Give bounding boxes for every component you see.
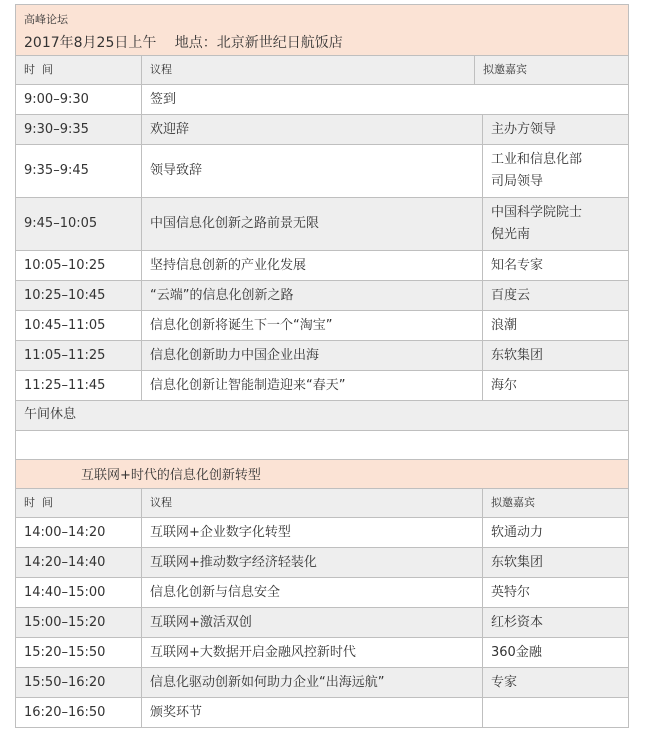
s1-row-time: 10:45–11:05	[15, 310, 142, 341]
s1-row-time: 9:45–10:05	[15, 197, 142, 251]
s1-row-agenda: 信息化创新助力中国企业出海	[141, 340, 483, 371]
s1-header-guest: 拟邀嘉宾	[474, 55, 629, 85]
s2-row-agenda: 信息化创新与信息安全	[141, 577, 483, 608]
s1-row-guest: 主办方领导	[482, 114, 629, 145]
s1-row-time: 10:05–10:25	[15, 250, 142, 281]
s2-header-guest: 拟邀嘉宾	[482, 488, 629, 518]
s1-row-time: 9:00–9:30	[15, 84, 142, 115]
s2-row-agenda: 颁奖环节	[141, 697, 483, 728]
s2-row-guest: 软通动力	[482, 517, 629, 548]
s2-row-guest: 360金融	[482, 637, 629, 668]
s1-row-agenda: 签到	[141, 84, 629, 115]
s1-row-agenda: 信息化创新将诞生下一个“淘宝”	[141, 310, 483, 341]
s1-header-agenda: 议程	[141, 55, 475, 85]
s1-row-guest: 中国科学院院士 倪光南	[482, 197, 629, 251]
session2-banner	[15, 459, 629, 489]
s2-row-time: 15:20–15:50	[15, 637, 142, 668]
session1-banner	[15, 4, 629, 56]
s1-row-time: 11:05–11:25	[15, 340, 142, 371]
s2-row-time: 15:00–15:20	[15, 607, 142, 638]
s1-row-guest: 东软集团	[482, 340, 629, 371]
s2-row-guest: 专家	[482, 667, 629, 698]
s2-row-time: 14:20–14:40	[15, 547, 142, 578]
s2-row-agenda: 互联网+大数据开启金融风控新时代	[141, 637, 483, 668]
s2-row-time: 15:50–16:20	[15, 667, 142, 698]
spacer-row	[15, 430, 629, 460]
s2-row-time: 14:00–14:20	[15, 517, 142, 548]
s2-row-agenda: 互联网+企业数字化转型	[141, 517, 483, 548]
s2-row-guest: 英特尔	[482, 577, 629, 608]
session1-subtitle: 2017年8月25日上午 地点：北京新世纪日航饭店	[24, 35, 343, 51]
s1-row-guest: 海尔	[482, 370, 629, 401]
lunch-break-row: 午间休息	[15, 400, 629, 431]
s1-row-guest: 百度云	[482, 280, 629, 311]
s1-row-agenda: 坚持信息创新的产业化发展	[141, 250, 483, 281]
s1-row-guest: 知名专家	[482, 250, 629, 281]
s2-row-guest: 红杉资本	[482, 607, 629, 638]
s1-row-agenda: 中国信息化创新之路前景无限	[141, 197, 483, 251]
s1-row-agenda: 领导致辞	[141, 144, 483, 198]
s2-row-time: 14:40–15:00	[15, 577, 142, 608]
session1-title: 高峰论坛	[24, 13, 68, 26]
s1-row-agenda: 信息化创新让智能制造迎来“春天”	[141, 370, 483, 401]
s1-row-guest: 工业和信息化部 司局领导	[482, 144, 629, 198]
session2-title: 互联网+时代的信息化创新转型	[81, 468, 261, 483]
s2-row-guest: 东软集团	[482, 547, 629, 578]
s2-row-guest	[482, 697, 629, 728]
s2-row-agenda: 信息化驱动创新如何助力企业“出海远航”	[141, 667, 483, 698]
s1-row-time: 10:25–10:45	[15, 280, 142, 311]
s1-row-agenda: “云端”的信息化创新之路	[141, 280, 483, 311]
s1-row-guest: 浪潮	[482, 310, 629, 341]
s1-row-time: 9:30–9:35	[15, 114, 142, 145]
s1-row-agenda: 欢迎辞	[141, 114, 483, 145]
s1-header-time: 时 间	[15, 55, 142, 85]
s2-row-agenda: 互联网+推动数字经济轻装化	[141, 547, 483, 578]
s2-header-time: 时 间	[15, 488, 142, 518]
s2-row-agenda: 互联网+激活双创	[141, 607, 483, 638]
s1-row-time: 11:25–11:45	[15, 370, 142, 401]
s2-header-agenda: 议程	[141, 488, 483, 518]
s1-row-time: 9:35–9:45	[15, 144, 142, 198]
s2-row-time: 16:20–16:50	[15, 697, 142, 728]
